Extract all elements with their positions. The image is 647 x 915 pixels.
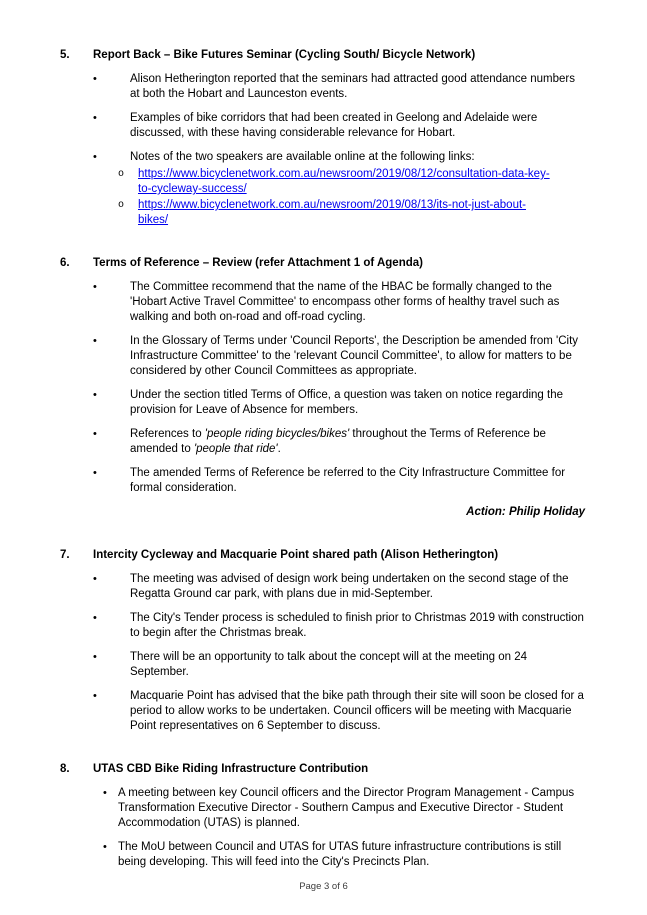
bullet-text: The amended Terms of Reference be referred to the City Infrastructure Committee for formal consideration. xyxy=(130,467,566,494)
action-attribution: Action: Philip Holiday xyxy=(466,506,585,518)
circle-bullet-icon: o xyxy=(118,169,125,180)
document-content xyxy=(60,48,587,870)
list-item xyxy=(93,334,587,379)
section-8-bullets xyxy=(103,786,587,870)
section-8 xyxy=(60,762,587,870)
list-item xyxy=(93,650,587,680)
bullet-text: The meeting was advised of design work being undertaken on the second stage of the Regatta Ground car park, with plans due in mid-September. xyxy=(130,573,569,600)
section-7 xyxy=(60,548,587,734)
section-number: 6. xyxy=(60,257,70,269)
bullet-icon: • xyxy=(93,73,97,85)
section-6 xyxy=(60,256,587,520)
bullet-icon: • xyxy=(103,787,107,799)
section-number: 5. xyxy=(60,49,70,61)
circle-bullet-icon: o xyxy=(118,200,125,211)
list-item xyxy=(93,689,587,734)
list-item xyxy=(103,786,587,831)
list-item xyxy=(93,111,587,141)
section-number: 8. xyxy=(60,763,70,775)
bullet-icon: • xyxy=(103,841,107,853)
bullet-icon: • xyxy=(93,389,97,401)
bullet-icon: • xyxy=(93,651,97,663)
bullet-text: The City's Tender process is scheduled to finish prior to Christmas 2019 with construction to begin after the Christmas break. xyxy=(130,612,584,639)
bullet-text: Under the section titled Terms of Office, a question was taken on notice regarding the provision for Leave of Absence for members. xyxy=(130,389,563,416)
link-list-item xyxy=(93,198,587,228)
section-5-heading xyxy=(60,48,587,63)
bullet-text: The MoU between Council and UTAS for UTAS future infrastructure contributions is still being developing. This will feed into the City's Precincts Plan. xyxy=(118,841,562,868)
list-item xyxy=(93,150,587,165)
list-item xyxy=(93,388,587,418)
bullet-text: Alison Hetherington reported that the seminars had attracted good attendance numbers at both the Hobart and Launceston events. xyxy=(130,73,575,100)
section-number: 7. xyxy=(60,549,70,561)
list-item xyxy=(93,611,587,641)
section-title: Terms of Reference – Review (refer Attachment 1 of Agenda) xyxy=(93,257,423,269)
section-5 xyxy=(60,48,587,228)
bullet-text: References to 'people riding bicycles/bikes' throughout the Terms of Reference be amended to 'people that ride'. xyxy=(130,428,546,455)
bullet-icon: • xyxy=(93,612,97,624)
bullet-icon: • xyxy=(93,690,97,702)
section-8-heading xyxy=(60,762,587,777)
page-number-footer: Page 3 of 6 xyxy=(299,881,348,892)
section-7-bullets xyxy=(93,572,587,734)
list-item xyxy=(93,427,587,457)
bullet-icon: • xyxy=(93,335,97,347)
link-list-item xyxy=(93,167,587,197)
hyperlink-consultation-data[interactable]: https://www.bicyclenetwork.com.au/newsroom/2019/08/12/consultation-data-key-to-cycleway-success/ xyxy=(138,168,550,195)
bullet-icon: • xyxy=(93,151,97,163)
bullet-text: There will be an opportunity to talk about the concept will at the meeting on 24 September. xyxy=(130,651,527,678)
bullet-icon: • xyxy=(93,573,97,585)
bullet-text: Examples of bike corridors that had been created in Geelong and Adelaide were discussed, with these having considerable relevance for Hobart. xyxy=(130,112,538,139)
bullet-icon: • xyxy=(93,467,97,479)
list-item xyxy=(93,466,587,496)
bullet-icon: • xyxy=(93,428,97,440)
bullet-text: Macquarie Point has advised that the bike path through their site will soon be closed for a period to allow works to be undertaken. Council officers will be meeting with Macquarie Point representatives on 6 September to discuss. xyxy=(130,690,584,732)
section-6-bullets xyxy=(93,280,587,496)
list-item xyxy=(93,72,587,102)
section-7-heading xyxy=(60,548,587,563)
section-5-bullets xyxy=(93,72,587,228)
list-item xyxy=(93,280,587,325)
bullet-text: In the Glossary of Terms under 'Council Reports', the Description be amended from 'City Infrastructure Committee' to the 'relevant Council Committee', to allow for matters to be considered by other Council Committees as appropriate. xyxy=(130,335,579,377)
hyperlink-not-just-about-bikes[interactable]: https://www.bicyclenetwork.com.au/newsroom/2019/08/13/its-not-just-about-bikes/ xyxy=(138,199,526,226)
bullet-icon: • xyxy=(93,112,97,124)
link-list xyxy=(93,167,587,228)
bullet-icon: • xyxy=(93,281,97,293)
list-item xyxy=(103,840,587,870)
section-title: Intercity Cycleway and Macquarie Point shared path (Alison Hetherington) xyxy=(93,549,499,561)
bullet-text: The Committee recommend that the name of the HBAC be formally changed to the 'Hobart Active Travel Committee' to encompass other forms of healthy travel such as walking and both on-road and off-road cycling. xyxy=(130,281,560,323)
bullet-text: A meeting between key Council officers and the Director Program Management - Campus Transformation Executive Director - Southern Campus and Executive Director - Student Accommodation (UTAS) is planned. xyxy=(118,787,575,829)
bullet-text: Notes of the two speakers are available online at the following links: xyxy=(130,151,475,163)
list-item xyxy=(93,572,587,602)
section-6-heading xyxy=(60,256,587,271)
section-title: Report Back – Bike Futures Seminar (Cycling South/ Bicycle Network) xyxy=(93,49,476,61)
section-title: UTAS CBD Bike Riding Infrastructure Contribution xyxy=(93,763,369,775)
